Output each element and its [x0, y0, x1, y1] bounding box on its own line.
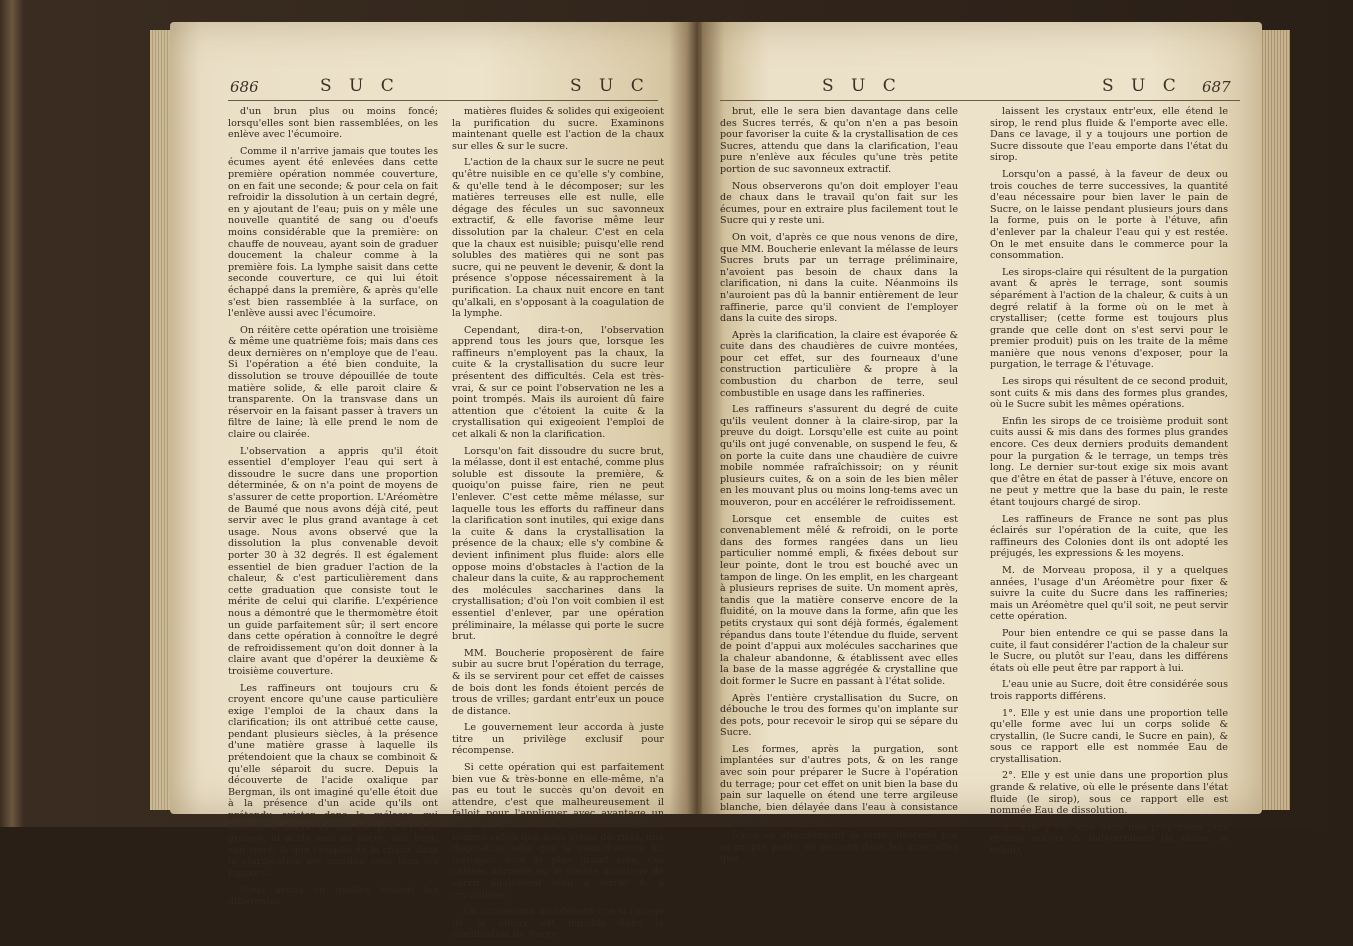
text-column-1: [228, 106, 438, 913]
paragraph: M. de Morveau proposa, il y a quelques années, l'usage d'un Aréomètre pour fixer & suivre la cuite du Sucre dans les raffineries; mais un Aréomètre quel qu'il soit, ne peut servir cette opération.: [990, 564, 1228, 623]
paragraph: Après la clarification, la claire est évaporée & cuite dans des chaudières de cuivre montées, pour cet effet, sur des fourneaux d'une construction particulière & propre à la combustion du charbon de terre, seul combustible en usage dans les raffineries.: [720, 329, 958, 399]
paragraph: Nous avons vu quelles étoient les différentes: [228, 884, 438, 908]
paragraph: d'un brun plus ou moins foncé; lorsqu'elles sont bien rassemblées, on les enlève avec l'écumoire.: [228, 106, 438, 141]
paragraph: Comme il n'arrive jamais que toutes les écumes ayent été enlevées dans cette première opération nommée couverture, on en fait une seconde; & pour cela on fait refroidir la dissolution à un certain degré, en y ajoutant de l'eau; puis on y mêle une nouvelle quantité de sang ou d'oeufs moins considérable que la première: on chauffe de nouveau, ayant soin de graduer doucement la chaleur comme à la première fois. La lymphe saisit dans cette seconde couverture, ce qui lui étoit échappé dans la première, & après qu'elle s'est bien rassemblée à la surface, on l'enlève aussi avec l'écumoire.: [228, 145, 438, 320]
paragraph: Pour bien entendre ce qui se passe dans la cuite, il faut considérer l'action de la chaleur sur le Sucre, ou plutôt sur l'eau, dans les différens états où elle peut être par rapport à lui.: [990, 627, 1228, 674]
paragraph: 3°. Elle y est unie dans une proportion plus grande encore & indéterminée (la claire, le velou),: [990, 821, 1228, 857]
paragraph: Les raffineurs ont toujours cru & croyent encore qu'une cause particulière exige l'emploi de la chaux dans la clarification; ils ont attribué cette cause, pendant plusieurs siècles, à la présence d'une matière grasse à laquelle ils prétendoient que la chaux se combinoit & qu'elle séparoit du sucre. Depuis la découverte de l'acide oxalique par Bergman, ils ont imaginé qu'elle étoit due à la présence d'un acide qu'ils ont prétendu exister dans la mélasse qui entache le sucre. Le fait est qu'il n'y a ni graisse, ni acide unis au sucre, soit brut, soit terré, & que l'emploi de la chaux dans la clarification est nuisible sous tous les rapports.: [228, 682, 438, 879]
paragraph: On conviendra maintenant que si l'usage de la chaux est nuisible dans la clarification du Sucre: [452, 906, 664, 941]
right-page: [702, 22, 1262, 865]
paragraph: L'observation a appris qu'il étoit essentiel d'employer l'eau qui sert à dissoudre le sucre dans une proportion déterminée, & on n'a point de moyens de s'assurer de cette proportion. L'Aréomètre de Baumé que nous avons déjà cité, peut servir avec le plus grand avantage à cet usage. Nous avons observé que la dissolution la plus convenable devoit porter 30 à 32 degrés. Il est également essentiel de bien graduer l'action de la chaleur, & c'est particulièrement dans cette graduation que consiste tout le mérite de celui qui clarifie. L'expérience nous a démontré que le thermomètre étoit un guide parfaitement sûr; il sert encore dans cette opération à connoître le degré de refroidissement qu'on doit donner à la claire avant que d'opérer la deuxième & troisième couverture.: [228, 445, 438, 677]
paragraph: Après l'entière crystallisation du Sucre, on débouche le trou des formes qu'on implante sur des pots, pour recevoir le sirop qui se sépare du Sucre.: [720, 692, 958, 739]
paragraph: Lorsqu'on a passé, à la faveur de deux ou trois couches de terre successives, la quantité d'eau nécessaire pour bien laver le pain de Sucre, on le laisse pendant plusieurs jours dans la forme, puis on le porte à l'étuve, afin d'enlever par la chaleur l'eau qui y est restée. On le met ensuite dans le commerce pour la consommation.: [990, 168, 1228, 262]
page-edges-left: [150, 30, 172, 810]
paragraph: MM. Boucherie proposèrent de faire subir au sucre brut l'opération du terrage, & ils se servirent pour cet effet de caisses de bois dont les fonds étoient percés de trous de vrilles; gardant entr'eux un pouce de distance.: [452, 647, 664, 717]
paragraph: 1°. Elle y est unie dans une proportion telle qu'elle forme avec lui un corps solide & crystallin, (le Sucre candi, le Sucre en pain), & sous ce rapport elle est nommée Eau de crystallisation.: [990, 707, 1228, 765]
paragraph: Lorsqu'on fait dissoudre du sucre brut, la mélasse, dont il est entaché, comme plus soluble est dissoute la première, & quoiqu'on puisse faire, rien ne peut l'enlever. C'est cette même mélasse, sur laquelle tous les efforts du raffineur dans la clarification sont inutiles, qui exige dans la cuite & dans la crystallisation la présence de la chaux; elle s'y combine & devient infiniment plus fluide: alors elle oppose moins d'obstacles à l'action de la chaleur dans la cuite, & au rapprochement des molécules saccharines dans la crystallisation; d'où l'on voit combien il est essentiel d'enlever, par une opération préliminaire, la mélasse qui porte le sucre brut.: [452, 445, 664, 643]
paragraph: Les raffineurs s'assurent du degré de cuite qu'ils veulent donner à la claire-sirop, par la preuve du doigt. Lorsqu'elle est cuite au point qu'ils ont jugé convenable, on suspend le feu, & on porte la cuite dans une chaudière de cuivre mobile nommée rafraîchissoir; on y réunit plusieurs cuites, & on a soin de les bien mêler en les mouvant plus ou moins long-tems avec un mouveron, pour en accélérer le refroidissement.: [720, 404, 958, 508]
paragraph: Le gouvernement leur accorda à juste titre un privilège exclusif pour récompense.: [452, 722, 664, 757]
paragraph: laissent les crystaux entr'eux, elle étend le sirop, le rend plus fluide & l'emporte avec elle. Dans ce lavage, il y a toujours une portion de Sucre dissoute que l'eau emporte dans l'état du sirop.: [990, 106, 1228, 164]
paragraph: Cependant, dira-t-on, l'observation apprend tous les jours que, lorsque les raffineurs n'employent pas la chaux, la cuite & la crystallisation du sucre leur présentent des difficultés. Cela est très-vrai, & sur ce point l'observation ne les a point trompés. Mais ils auroient dû faire attention que c'étoient la cuite & la crystallisation qui exigeoient l'emploi de cet alkali & non la clarification.: [452, 324, 664, 441]
page-edges-right: [1260, 30, 1290, 810]
paragraph: brut, elle le sera bien davantage dans celle des Sucres terrés, & qu'on n'en a pas besoin pour favoriser la cuite & la crystallisation de ces Sucres, attendu que dans la clarification, l'eau pure n'enlève aux fécules qu'une très petite portion de suc savonneux extractif.: [720, 106, 958, 175]
paragraph: L'eau unie au Sucre, doit être considérée sous trois rapports différens.: [990, 679, 1228, 702]
paragraph: Les raffineurs de France ne sont pas plus éclairés sur l'opération de la cuite, que les raffineurs des Colonies dont ils ont adopté les préjugés, les expressions & les moyens.: [990, 513, 1228, 560]
running-head: S U C: [320, 76, 400, 96]
paragraph: Nous observerons qu'on doit employer l'eau de chaux dans le travail qu'on fait sur les écumes, pour en extraire plus facilement tout le Sucre qui y reste uni.: [720, 180, 958, 227]
paragraph: L'eau en abandonnant la terre, descend par sa propre poids; en passant dans les intervalles que: [720, 830, 958, 865]
running-head: S U C: [822, 76, 902, 96]
paragraph: Les sirops-claire qui résultent de la purgation avant & après le terrage, sont soumis séparément à l'action de la chaleur, & cuits à un degré relatif à la forme où on le met à crystalliser; (cette forme est toujours plus grande que celle dont on s'est servi pour le premier produit) puis on les traite de la même manière que nous venons d'exposer, pour la purgation, le terrage & l'étuvage.: [990, 266, 1228, 371]
paragraph: On voit, d'après ce que nous venons de dire, que MM. Boucherie enlevant la mélasse de leurs Sucres bruts par un terrage préliminaire, n'avoient pas besoin de chaux dans la clarification, ni dans la cuite. Néanmoins ils n'auroient pas dû la bannir entièrement de leur raffinerie, parce qu'il convient de l'employer dans la cuite des sirops.: [720, 231, 958, 325]
paragraph: Si cette opération qui est parfaitement bien vue & très-bonne en elle-même, n'a pas eu tout le succès qu'on devoit en attendre, c'est que malheureusement il falloit pour l'appliquer avec avantage un local qui permit de donner à des caisses, comme celles que nous avons décrites, une disposition telle que la main-d'œuvre fut ménagée avec le plus grand soin, ces caisses auroient eu le double avantage de servir également bien à terrer & à crystalliser.: [452, 762, 664, 901]
running-head: S U C: [1102, 76, 1182, 96]
paragraph: L'action de la chaux sur le sucre ne peut qu'être nuisible en ce qu'elle s'y combine, & qu'elle tend à le décomposer; sur les matières terreuses elle est nulle, elle dégage des fécules un suc savonneux extractif, & elle favorise même leur dissolution par la chaleur. C'est en cela que la chaux est nuisible; puisqu'elle rend solubles des matières qui ne sont pas sucre, qui ne peuvent le devenir, & dont la présence s'oppose nécessairement à la purification. La chaux nuit encore en tant qu'alkali, en s'opposant à la coagulation de la lymphe.: [452, 157, 664, 320]
paragraph: Les formes, après la purgation, sont implantées sur d'autres pots, & on les range avec soin pour préparer le Sucre à l'opération du terrage; pour cet effet on unit bien la base du pain sur laquelle on étend une terre argileuse blanche, bien délayée dans l'eau à consistance de bouillie.: [720, 743, 958, 825]
page-number: 687: [1202, 78, 1231, 96]
left-page: [170, 22, 690, 941]
paragraph: 2°. Elle y est unie dans une proportion plus grande & relative, où elle le présente dans l'état fluide (le sirop), sous ce rapport elle est nommée Eau de dissolution.: [990, 770, 1228, 817]
paragraph: Les sirops qui résultent de ce second produit, sont cuits & mis dans des formes plus grandes, où le Sucre subit les mêmes opérations.: [990, 376, 1228, 411]
paragraph: matières fluides & solides qui exigeoient la purification du sucre. Examinons maintenant quelle est l'action de la chaux sur elles & sur le sucre.: [452, 106, 664, 152]
page-number: 686: [230, 78, 259, 96]
paragraph: Lorsque cet ensemble de cuites est convenablement mêlé & refroidi, on le porte dans des formes rangées dans un lieu particulier nommé empli, & fixées debout sur leur pointe, dont le trou est bouché avec un tampon de linge. On les emplit, en les chargeant à plusieurs reprises de suite. Un moment après, tandis que la matière conserve encore de la fluidité, on la mouve dans la forme, afin que les petits crystaux qui sont déjà formés, également répandus dans toute l'étendue du fluide, servent de point d'appui aux molécules saccharines que la chaleur abandonne, & établissent avec elles la base de la masse aggrégée & crystalline que doit former le Sucre en passant à l'état solide.: [720, 513, 958, 687]
text-column-1: [720, 106, 958, 870]
header-rule: [720, 100, 1240, 101]
paragraph: Enfin les sirops de ce troisième produit sont cuits aussi & mis dans des formes plus grandes encore. Ces deux derniers produits demandent pour la purgation & le terrage, un temps très long. Le dernier sur-tout exige six mois avant que d'être en état de passer à l'étuve, encore on ne peut y mettre que la base du pain, le reste étant toujours chargé de sirop.: [990, 415, 1228, 508]
running-head: S U C: [570, 76, 650, 96]
header-rule: [228, 100, 658, 101]
text-column-2: [990, 106, 1228, 862]
text-column-2: [452, 106, 664, 946]
paragraph: On réitère cette opération une troisième & même une quatrième fois; mais dans ces deux dernières on n'employe que de l'eau. Si l'opération a été bien conduite, la dissolution se trouve dépouillée de toute matière solide, & elle paroit claire & transparente. On la transvase dans un réservoir en la faisant passer à travers un filtre de laine; là elle prend le nom de claire ou clairée.: [228, 324, 438, 441]
